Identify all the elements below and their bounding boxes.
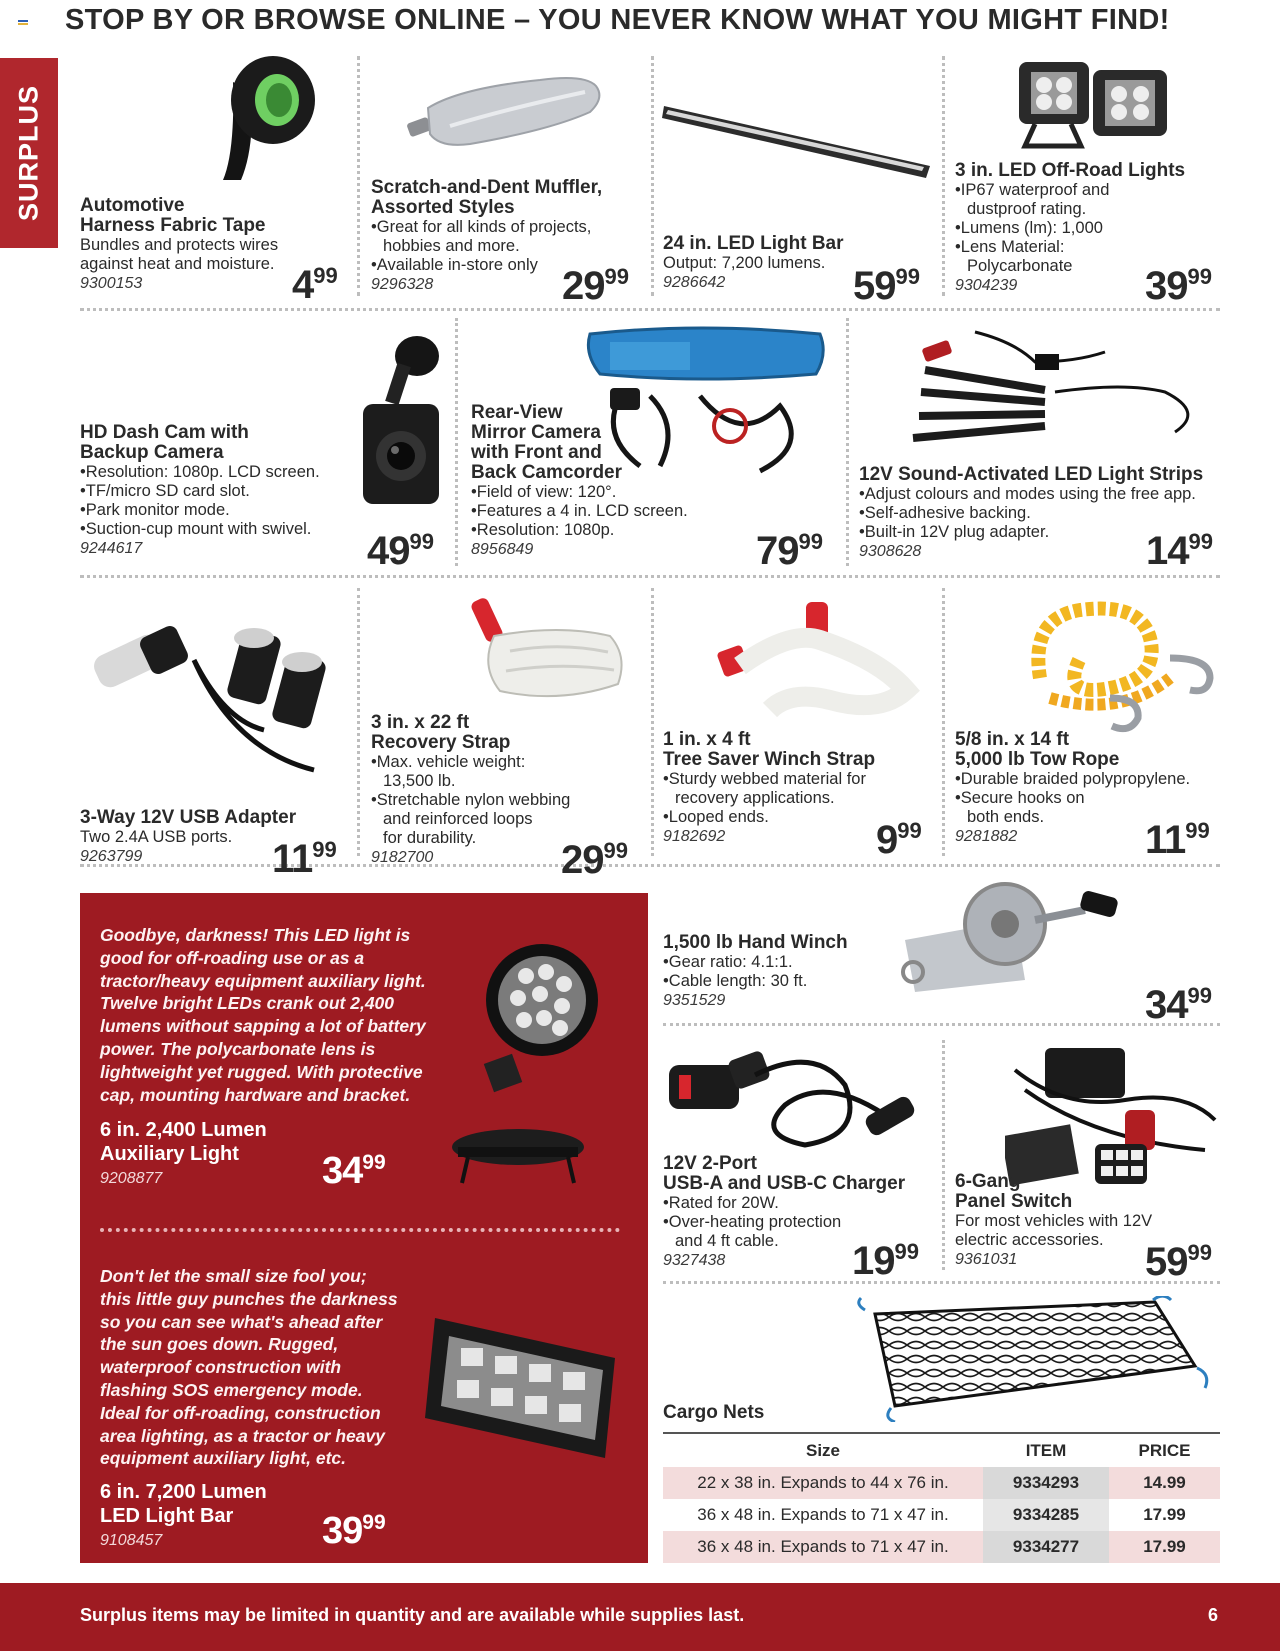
- product-title: 1 in. x 4 ft: [663, 729, 751, 750]
- product-desc: Polycarbonate: [967, 257, 1073, 275]
- product-title: Assorted Styles: [371, 197, 515, 218]
- product-desc: •Adjust colours and modes using the free app.: [859, 485, 1196, 503]
- product-title: 3 in. x 22 ft: [371, 712, 470, 733]
- recovery-strap-image: [470, 596, 630, 706]
- page-headline: STOP BY OR BROWSE ONLINE – YOU NEVER KNOW WHAT YOU MIGHT FIND!: [65, 4, 1170, 36]
- price-dollars: 9: [876, 818, 898, 862]
- column-divider: [846, 318, 849, 566]
- product-desc: •Max. vehicle weight:: [371, 753, 526, 771]
- product-title: 1,500 lb Hand Winch: [663, 932, 848, 953]
- price-cents: 99: [1188, 529, 1213, 554]
- table-row: [663, 1467, 1220, 1499]
- price-cents: 99: [894, 1239, 919, 1264]
- price-tow-rope: [1145, 811, 1210, 860]
- price-cell: 14.99: [1109, 1467, 1220, 1499]
- product-title: Back Camcorder: [471, 462, 623, 483]
- product-desc: •Over-heating protection: [663, 1213, 842, 1231]
- product-sku: 9286642: [663, 274, 726, 291]
- product-desc: •IP67 waterproof and: [955, 181, 1110, 199]
- product-title: Rear-View: [471, 402, 563, 423]
- footer-disclaimer: Surplus items may be limited in quantity and are available while supplies last.: [80, 1605, 745, 1625]
- product-sku: 9361031: [955, 1251, 1018, 1268]
- product-light-bar: [663, 234, 873, 293]
- product-desc: Output: 7,200 lumens.: [663, 254, 826, 272]
- price-dollars: 34: [1145, 983, 1188, 1027]
- product-title: 3 in. LED Off-Road Lights: [955, 160, 1186, 181]
- product-desc: •Durable braided polypropylene.: [955, 770, 1191, 788]
- product-title: 24 in. LED Light Bar: [663, 233, 844, 254]
- cargo-nets-table: [663, 1432, 1220, 1563]
- price-recovery-strap: [561, 831, 628, 880]
- product-sku: 9327438: [663, 1252, 726, 1269]
- offroad-lights-image: [1015, 56, 1195, 156]
- hand-winch-image: [895, 880, 1125, 995]
- price-dollars: 39: [322, 1510, 363, 1552]
- product-sku: 9300153: [80, 275, 143, 292]
- product-desc: Bundles and protects wires: [80, 236, 279, 254]
- price-cents: 99: [1185, 818, 1210, 843]
- product-title: Panel Switch: [955, 1191, 1073, 1212]
- feature-divider: [100, 1228, 620, 1232]
- aux-light-title: [100, 1118, 267, 1166]
- table-header-row: [663, 1433, 1220, 1467]
- item-cell: 9334293: [983, 1467, 1109, 1499]
- product-desc: •Available in-store only: [371, 256, 538, 274]
- column-divider: [357, 588, 360, 856]
- aux-light-title-line: 6 in. 2,400 Lumen: [100, 1119, 267, 1141]
- product-desc: both ends.: [967, 808, 1045, 826]
- product-sku: 9351529: [663, 992, 726, 1009]
- price-cents: 99: [409, 529, 434, 554]
- product-desc: •Great for all kinds of projects,: [371, 218, 592, 236]
- column-header: ITEM: [983, 1433, 1109, 1467]
- led-light-bar-feature-image: [415, 1288, 640, 1468]
- product-desc: •Lumens (lm): 1,000: [955, 219, 1103, 237]
- page-number: 6: [1207, 1605, 1218, 1625]
- product-fabric-tape: [80, 196, 290, 294]
- price-cents: 99: [362, 1151, 386, 1174]
- product-title: HD Dash Cam with: [80, 422, 249, 443]
- product-title: 6-Gang: [955, 1171, 1021, 1192]
- product-hand-winch: [663, 933, 903, 1011]
- product-sku: 8956849: [471, 541, 534, 558]
- product-sku: 9304239: [955, 277, 1018, 294]
- footer-bar: [0, 1583, 1280, 1651]
- product-desc: •Suction-cup mount with swivel.: [80, 520, 312, 538]
- product-title: Mirror Camera: [471, 422, 601, 443]
- column-divider: [942, 1040, 945, 1270]
- price-usb-charger: [852, 1232, 919, 1281]
- price-dollars: 49: [367, 529, 410, 573]
- price-aux-light: [322, 1150, 386, 1193]
- product-sku: 9244617: [80, 540, 143, 557]
- price-dollars: 79: [756, 529, 799, 573]
- product-title: 12V 2-Port: [663, 1153, 757, 1174]
- product-title: Recovery Strap: [371, 732, 511, 753]
- product-desc: •Stretchable nylon webbing: [371, 791, 571, 809]
- price-fabric-tape: [292, 256, 338, 305]
- led-bar-title: [100, 1480, 267, 1528]
- product-desc: dustproof rating.: [967, 200, 1087, 218]
- column-divider: [942, 56, 945, 296]
- product-desc: Two 2.4A USB ports.: [80, 828, 233, 846]
- price-cents: 99: [1187, 1240, 1212, 1265]
- size-cell: 36 x 48 in. Expands to 71 x 47 in.: [663, 1531, 983, 1563]
- tree-saver-strap-image: [710, 600, 920, 720]
- aux-light-image: [478, 928, 598, 1098]
- column-divider: [651, 588, 654, 856]
- product-sku: 9296328: [371, 276, 434, 293]
- corner-mark: [18, 20, 28, 26]
- price-dash-cam: [367, 522, 434, 571]
- column-header: PRICE: [1109, 1433, 1220, 1467]
- price-cents: 99: [895, 264, 920, 289]
- price-dollars: 4: [292, 263, 314, 307]
- product-title: 3-Way 12V USB Adapter: [80, 807, 297, 828]
- product-sku: 9182692: [663, 828, 726, 845]
- product-desc: For most vehicles with 12V: [955, 1212, 1153, 1230]
- table-row: [663, 1531, 1220, 1563]
- product-desc: •Rated for 20W.: [663, 1194, 779, 1212]
- product-desc: •Secure hooks on: [955, 789, 1085, 807]
- price-cents: 99: [362, 1511, 386, 1534]
- price-dollars: 34: [322, 1150, 363, 1192]
- row-divider: [663, 1281, 1220, 1284]
- product-desc: •Built-in 12V plug adapter.: [859, 523, 1050, 541]
- product-title: 5,000 lb Tow Rope: [955, 749, 1120, 770]
- product-title: Tree Saver Winch Strap: [663, 749, 876, 770]
- product-title: Harness Fabric Tape: [80, 215, 266, 236]
- price-muffler: [562, 257, 629, 306]
- column-divider: [357, 56, 360, 296]
- price-panel-switch: [1145, 1233, 1212, 1282]
- product-desc: •TF/micro SD card slot.: [80, 482, 250, 500]
- column-divider: [455, 318, 458, 566]
- price-dollars: 11: [272, 837, 313, 881]
- led-bar-title-line: 6 in. 7,200 Lumen: [100, 1481, 267, 1503]
- product-title: Automotive: [80, 195, 185, 216]
- price-usb-adapter: [272, 830, 337, 879]
- product-desc: electric accessories.: [955, 1231, 1104, 1249]
- price-cents: 99: [798, 529, 823, 554]
- product-sku: 9263799: [80, 848, 143, 865]
- column-header: Size: [663, 1433, 983, 1467]
- price-cents: 99: [1187, 983, 1212, 1008]
- product-desc: and reinforced loops: [383, 810, 533, 828]
- panel-switch-image: [1005, 1040, 1225, 1188]
- aux-light-blurb: Goodbye, darkness! This LED light is good for off-roading use or as a tractor/heavy equipment auxiliary light. Twelve bright LEDs crank out 2,400 lumens without sapping a lot of battery power. The polycarbonate lens is lightweight yet rugged. With protective cap, mounting hardware and bracket.: [100, 925, 426, 1105]
- price-dollars: 19: [852, 1239, 895, 1283]
- led-light-bar-image: [662, 98, 932, 180]
- column-divider: [651, 56, 654, 296]
- price-cents: 99: [604, 264, 629, 289]
- side-tab-label: SURPLUS: [13, 84, 44, 222]
- product-title: 12V Sound-Activated LED Light Strips: [859, 464, 1204, 485]
- size-cell: 36 x 48 in. Expands to 71 x 47 in.: [697, 1505, 949, 1524]
- price-dollars: 59: [1145, 1240, 1188, 1284]
- product-title: 5/8 in. x 14 ft: [955, 729, 1070, 750]
- usb-charger-image: [665, 1045, 930, 1165]
- product-desc: •Sturdy webbed material for: [663, 770, 866, 788]
- product-desc: recovery applications.: [675, 789, 835, 807]
- muffler-image: [400, 68, 610, 158]
- row-divider: [663, 1023, 1220, 1026]
- usb-adapter-image: [84, 610, 344, 800]
- product-desc: •Looped ends.: [663, 808, 769, 826]
- product-title: Backup Camera: [80, 442, 224, 463]
- price-cents: 99: [312, 837, 337, 862]
- side-tab: [0, 58, 58, 248]
- product-dash-cam: [80, 423, 370, 559]
- size-cell: 22 x 38 in. Expands to 44 x 76 in.: [663, 1467, 983, 1499]
- aux-light-sku: 9208877: [100, 1170, 163, 1187]
- column-divider: [942, 588, 945, 856]
- product-desc: for durability.: [383, 829, 477, 847]
- product-desc: and 4 ft cable.: [675, 1232, 779, 1250]
- product-mirror-camera: [471, 403, 771, 560]
- cargo-net-image: [835, 1296, 1215, 1422]
- product-title: Scratch-and-Dent Muffler,: [371, 177, 603, 198]
- price-dollars: 29: [562, 264, 605, 308]
- price-led-strips: [1146, 522, 1213, 571]
- price-dollars: 59: [853, 264, 896, 308]
- row-divider: [80, 575, 1220, 578]
- price-light-bar: [853, 257, 920, 306]
- price-cell: 17.99: [1109, 1531, 1220, 1563]
- product-sku: 9281882: [955, 828, 1018, 845]
- product-title: with Front and: [471, 442, 602, 463]
- price-mirror-camera: [756, 522, 823, 571]
- price-hand-winch: [1145, 976, 1212, 1025]
- price-dollars: 39: [1145, 264, 1188, 308]
- product-desc: •Field of view: 120°.: [471, 483, 617, 501]
- product-desc: •Gear ratio: 4.1:1.: [663, 953, 793, 971]
- price-tree-saver: [876, 811, 922, 860]
- aux-light-title-line: Auxiliary Light: [100, 1143, 239, 1165]
- product-desc: 13,500 lb.: [383, 772, 456, 790]
- product-desc: •Lens Material:: [955, 238, 1065, 256]
- price-cents: 99: [897, 818, 922, 843]
- protective-cap-image: [448, 1125, 588, 1185]
- price-led-bar-feature: [322, 1510, 386, 1553]
- product-desc: •Resolution: 1080p. LCD screen.: [80, 463, 320, 481]
- product-sku: 9182700: [371, 849, 434, 866]
- product-title: USB-A and USB-C Charger: [663, 1173, 906, 1194]
- product-desc: •Self-adhesive backing.: [859, 504, 1031, 522]
- price-cents: 99: [313, 263, 338, 288]
- product-sku: 9308628: [859, 543, 922, 560]
- product-desc: hobbies and more.: [383, 237, 520, 255]
- product-desc: •Features a 4 in. LCD screen.: [471, 502, 688, 520]
- product-desc: •Cable length: 30 ft.: [663, 972, 808, 990]
- item-cell: 9334285: [983, 1499, 1109, 1531]
- row-divider: [80, 308, 1220, 311]
- price-cents: 99: [1187, 264, 1212, 289]
- led-bar-sku: 9108457: [100, 1532, 163, 1549]
- product-desc: •Park monitor mode.: [80, 501, 230, 519]
- price-dollars: 29: [561, 838, 604, 882]
- table-row: [663, 1499, 1220, 1531]
- price-dollars: 11: [1145, 818, 1186, 862]
- price-cell: 17.99: [1143, 1505, 1186, 1524]
- tow-rope-image: [1020, 598, 1225, 738]
- price-offroad-lights: [1145, 257, 1212, 306]
- product-desc: against heat and moisture.: [80, 255, 275, 273]
- item-cell: 9334277: [983, 1531, 1109, 1563]
- price-cents: 99: [603, 838, 628, 863]
- led-strips-image: [905, 322, 1205, 444]
- cargo-nets-title: Cargo Nets: [663, 1402, 765, 1423]
- fabric-tape-image: [215, 52, 315, 182]
- product-desc: •Resolution: 1080p.: [471, 521, 615, 539]
- led-bar-blurb: Don't let the small size fool you; this little guy punches the darkness so you can see what's ahead after the sun goes down. Rugged, waterproof construction with flashing SOS emergency mode. Ideal for off-roading, construction area lighting, as a tractor or heavy equipment auxiliary light, etc.: [100, 1266, 398, 1469]
- price-dollars: 14: [1146, 529, 1189, 573]
- led-bar-title-line: LED Light Bar: [100, 1505, 234, 1527]
